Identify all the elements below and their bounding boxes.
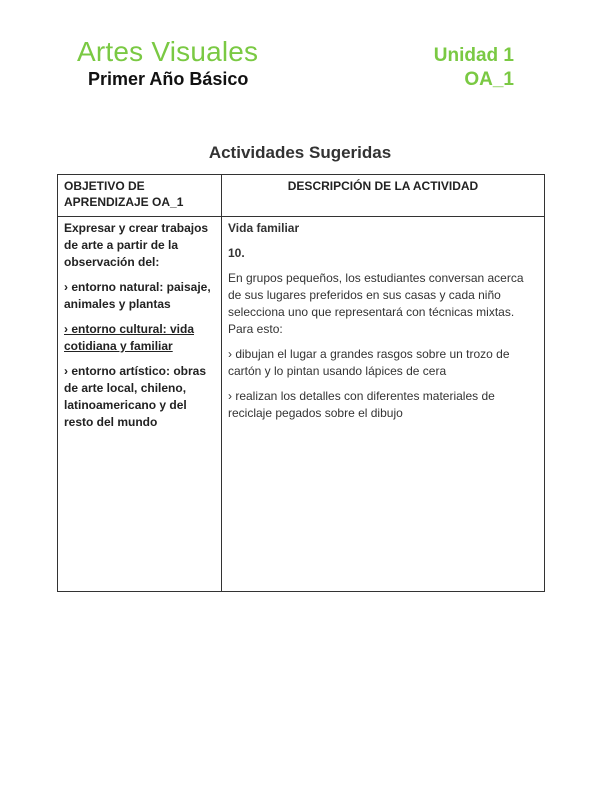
- course-title: Artes Visuales: [77, 36, 259, 67]
- activity-step: › dibujan el lugar a grandes rasgos sobre un trozo de cartón y lo pintan usando lápices de cera: [228, 347, 510, 378]
- description-header: DESCRIPCIÓN DE LA ACTIVIDAD: [222, 175, 545, 217]
- description-cell: [222, 217, 545, 592]
- section-title: Actividades Sugeridas: [208, 143, 392, 162]
- oa-label: OA_1: [464, 69, 514, 90]
- activity-description: En grupos pequeños, los estudiantes conversan acerca de sus lugares preferidos en sus casas y cada niño selecciona uno que representará con técnicas mixtas. Para esto:: [228, 271, 524, 336]
- objective-item-artistic: › entorno artístico: obras de arte local, chileno, latinoamericano y del resto del mundo: [64, 364, 207, 429]
- objective-item-cultural: › entorno cultural: vida cotidiana y familiar: [64, 322, 195, 353]
- activity-number: 10.: [228, 246, 245, 260]
- objective-intro: Expresar y crear trabajos de arte a partir de la observación del:: [64, 221, 209, 269]
- objective-header: OBJETIVO DE APRENDIZAJE OA_1: [58, 175, 222, 217]
- table-row: [58, 217, 545, 592]
- activity-name: Vida familiar: [228, 221, 300, 235]
- objective-item-natural: › entorno natural: paisaje, animales y plantas: [64, 280, 211, 311]
- activities-table: [57, 174, 545, 592]
- objective-cell: [58, 217, 222, 592]
- activity-step: › realizan los detalles con diferentes materiales de reciclaje pegados sobre el dibujo: [228, 389, 495, 420]
- course-subtitle: Primer Año Básico: [88, 69, 249, 89]
- table-header-row: [58, 175, 545, 217]
- unit-label: Unidad 1: [433, 45, 514, 66]
